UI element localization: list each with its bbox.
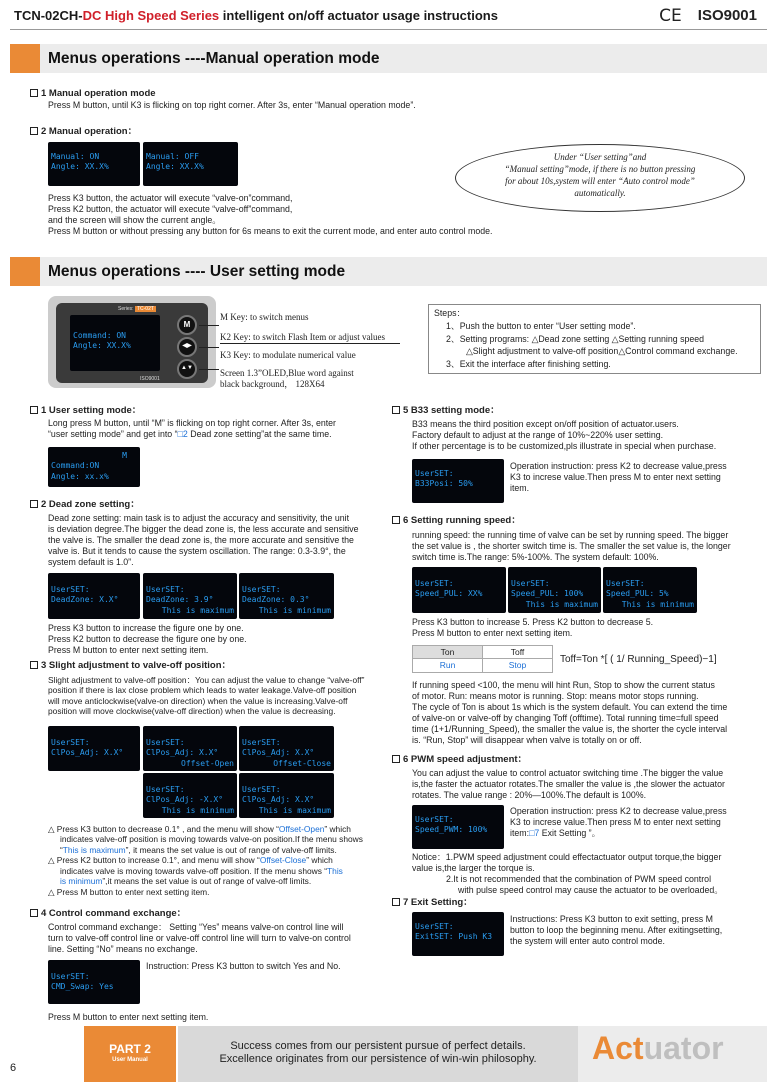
callout-k3-key: K3 Key: to modulate numerical value xyxy=(220,350,356,360)
heading-manual-mode: 1 Manual operation mode xyxy=(30,88,156,100)
screen-b33: UserSET: B33Posi: 50% xyxy=(412,459,504,503)
screen-user-command: M Command:ON Angle: xx.x% xyxy=(48,447,140,487)
callout-line xyxy=(199,369,219,370)
screen-clpos-offset-close: UserSET: ClPos_Adj: X.X° Offset-Close xyxy=(239,726,334,771)
ton-toff-table: Ton Toff Run Stop xyxy=(412,645,553,673)
dead-zone-text: Dead zone setting: main task is to adjust the accuracy and sensitivity, the unit is deviation degree.The bigger the dead zone is, the less accurate and sensitive the valve is. The smaller the dead zone is, the more accurate and sensitive the valve is. But it tends to cause the system oscillation. The range: 0.3-3.9°, the system default is 1.0”. xyxy=(48,513,359,567)
b33-instruction: Operation instruction: press K2 to decrease value,press K3 to increse value.Then press M to enter next setting item. xyxy=(510,461,727,493)
heading-user-setting-mode: 1 User setting mode： xyxy=(30,405,141,417)
callout-k2-key: K2 Key: to switch Flash Item or adjust values xyxy=(220,332,385,342)
pwm-speed-text: You can adjust the value to control actuator switching time .The bigger the value is,the faster the actuator rotates.The smaller the value is ,the slower the actuator rotates. The value range : 20%—100%.The default is 100%. xyxy=(412,768,725,800)
callout-underline xyxy=(220,343,400,344)
screen-clpos-minimum: UserSET: ClPos_Adj: -X.X° This is minimum xyxy=(143,773,237,818)
heading-valve-off-adjust: 3 Slight adjustment to valve-off position： xyxy=(30,660,231,672)
heading-manual-operation: 2 Manual operation： xyxy=(30,126,137,138)
footer-slogan: Success comes from our persistent pursue of perfect details. Excellence originates from our persistence of win-win philosophy. xyxy=(178,1026,578,1082)
manual-operation-text: Press K3 button, the actuator will execute “valve-on”command, Press K2 button, the actuator will execute “valve-off”command, and the screen will show the current angle。 Press M button or without pressing any button for 6s means to exit the current mode, and enter auto control mode. xyxy=(48,193,493,236)
b33-text: B33 means the third position except on/off position of actuator.users. Factory default to adjust at the range of 10%~220% user setting. If other percentage is to be customized,pls illustrate in special when purchase. xyxy=(412,419,717,451)
screen-manual-on: Manual: ON Angle: XX.X% xyxy=(48,142,140,186)
pwm-notice: Notice：1.PWM speed adjustment could effectactuator output torque,the bigger value is,the larger the torque is. 2.It is not recommended that the combination of PWM speed control with pulse speed control may cause the actuator to be overloaded。 xyxy=(412,852,724,895)
command-exchange-next: Press M button to enter next setting item. xyxy=(48,1012,209,1022)
heading-dead-zone: 2 Dead zone setting： xyxy=(30,499,140,511)
doc-header-title: TCN-02CH-DC High Speed Series intelligent on/off actuator usage instructions xyxy=(14,8,498,23)
panel-logo: ISO9001 xyxy=(140,376,160,382)
screen-deadzone-max: UserSET: DeadZone: 3.9° This is maximum xyxy=(143,573,237,619)
exit-instruction: Instructions: Press K3 button to exit setting, press M button to loop the beginning menu. After exitingsetting, the system will enter auto control mode. xyxy=(510,914,723,946)
heading-pwm-speed: 6 PWM speed adjustment： xyxy=(392,754,527,766)
callout-line xyxy=(199,347,219,348)
screen-clpos-value: UserSET: ClPos_Adj: X.X° xyxy=(48,726,140,771)
cert-marks xyxy=(659,6,757,27)
footer-part-badge: PART 2 User Manual xyxy=(84,1026,176,1082)
panel-oled-screen: Command: ON Angle: XX.X% xyxy=(70,315,160,371)
callout-m-key: M Key: to switch menus xyxy=(220,312,309,322)
pwm-instruction: Operation instruction: press K2 to decrease value,press K3 to increse value.Then press M to enter next setting item:□7 Exit Setting ”。 xyxy=(510,806,727,838)
command-exchange-instruction: Instruction: Press K3 button to switch Yes and No. xyxy=(146,961,341,971)
valve-off-adjust-text: Slight adjustment to valve-off position：You can adjust the value to change “valve-off” position if there is lax close problem which leads to water leakage.Valve-off position will move anticlockwise(valve-on direction) when the value is increasing.Valve-off position will move clockwise(valve-off direction) when the value is decreasing. xyxy=(48,675,365,717)
screen-exit-set: UserSET: ExitSET: Push K3 xyxy=(412,912,504,956)
k2-key-button[interactable]: ◀▶ xyxy=(177,337,197,357)
run-stop-text: If running speed <100, the menu will hint Run, Stop to show the current status of motor. Run: means motor is running. Stop: means motor stops running. The cycle of Ton is about 1s which is the system default. You can extend the time of valve-on or valve-off by changing Toff (offtime). Total running time=full speed time (1+1/Running_Speed), the smaller the value is, the shorter the cycle interval is. “Run, Stop” will disappear when valve is totally on or off. xyxy=(412,680,728,745)
screen-speed-pul-value: UserSET: Speed_PUL: XX% xyxy=(412,567,506,613)
section-bar-user-setting: Menus operations ---- User setting mode xyxy=(10,257,767,286)
heading-running-speed: 6 Setting running speed： xyxy=(392,515,521,527)
k3-key-button[interactable]: ▲▼ xyxy=(177,359,197,379)
heading-b33-setting: 5 B33 setting mode： xyxy=(392,405,500,417)
screen-speed-pul-max: UserSET: Speed_PUL: 100% This is maximum xyxy=(508,567,601,613)
screen-cmd-swap: UserSET: CMD_Swap: Yes xyxy=(48,960,140,1004)
valve-off-adjust-notes: △ Press K3 button to decrease 0.1° , and the menu will show “Offset-Open” which indicates valve-off position is moving towards valve-on position.If the menu shows “This is maximum”, it means the set value is out of range of valve-off limits. △ Press K2 button to increase 0.1°, and menu will show “Offset-Close” which indicates valve is moving towards valve-off position. If the menu shows “This is minimum”,it means the set value is out of range of valve-off limits. △ Press M button to enter next setting item. xyxy=(48,824,363,897)
section-bar-manual: Menus operations ----Manual operation mode xyxy=(10,44,767,73)
callout-screen: Screen 1.3”OLED,Blue word against black background， 128X64 xyxy=(220,368,354,389)
ce-mark: CE xyxy=(659,6,682,26)
user-setting-mode-text: Long press M button, until “M” is flicking on top right corner. After 3s, enter “user setting mode” and get into “□2 Dead zone setting”at the same time. xyxy=(48,418,336,439)
screen-deadzone-min: UserSET: DeadZone: 0.3° This is minimum xyxy=(239,573,334,619)
dead-zone-instructions: Press K3 button to increase the figure one by one. Press K2 button to decrease the figure one by one. Press M button to enter next setting item. xyxy=(48,623,247,655)
iso-mark: ISO9001 xyxy=(697,7,757,25)
header-divider xyxy=(10,29,767,30)
screen-speed-pul-min: UserSET: Speed_PUL: 5% This is minimum xyxy=(603,567,697,613)
heading-command-exchange: 4 Control command exchange： xyxy=(30,908,186,920)
running-speed-instructions: Press K3 button to increase 5. Press K2 button to decrease 5. Press M button to enter next setting item. xyxy=(412,617,654,638)
manual-mode-text: Press M button, until K3 is flicking on top right corner. After 3s, enter “Manual operation mode”. xyxy=(48,100,416,110)
page-number: 6 xyxy=(10,1062,17,1074)
screen-clpos-offset-open: UserSET: ClPos_Adj: X.X° Offset-Open xyxy=(143,726,237,771)
screen-speed-pwm: UserSET: Speed_PWM: 100% xyxy=(412,805,504,849)
screen-deadzone-value: UserSET: DeadZone: X.X° xyxy=(48,573,140,619)
running-speed-text: running speed: the running time of valve can be set by running speed. The bigger the set value is , the shorter switch time is. The smaller the set value is, the longer switch time is.The range: 5%-100%. The system default: 100%. xyxy=(412,530,731,562)
callout-line xyxy=(199,325,219,326)
footer-brand-logo: Actuator xyxy=(578,1026,767,1082)
m-key-button[interactable]: M xyxy=(177,315,197,335)
heading-exit-setting: 7 Exit Setting： xyxy=(392,897,473,909)
steps-box: Steps： 1、Push the button to enter “User setting mode”. 2、Setting programs: △Dead zone setting △Setting running speed △Slight adjustment to valve-off position△Control command exchange. 3、Exit the interface after finishing setting. xyxy=(428,304,761,374)
auto-mode-note: Under “User setting”and “Manual setting”mode, if there is no button pressing for about 10s,system will enter “Auto control mode” automatically. xyxy=(455,144,745,212)
screen-clpos-maximum: UserSET: ClPos_Adj: X.X° This is maximum xyxy=(239,773,334,818)
command-exchange-text: Control command exchange： Setting “Yes” means valve-on control line will turn to valve-off control line or valve-off control line will turn to valve-on control line. Setting “No” means no exchange. xyxy=(48,922,351,954)
panel-series-label: Series: TC-02T xyxy=(118,306,154,312)
toff-formula: Toff=Ton *[ ( 1/ Running_Speed)−1] xyxy=(560,654,717,665)
screen-manual-off: Manual: OFF Angle: XX.X% xyxy=(143,142,238,186)
